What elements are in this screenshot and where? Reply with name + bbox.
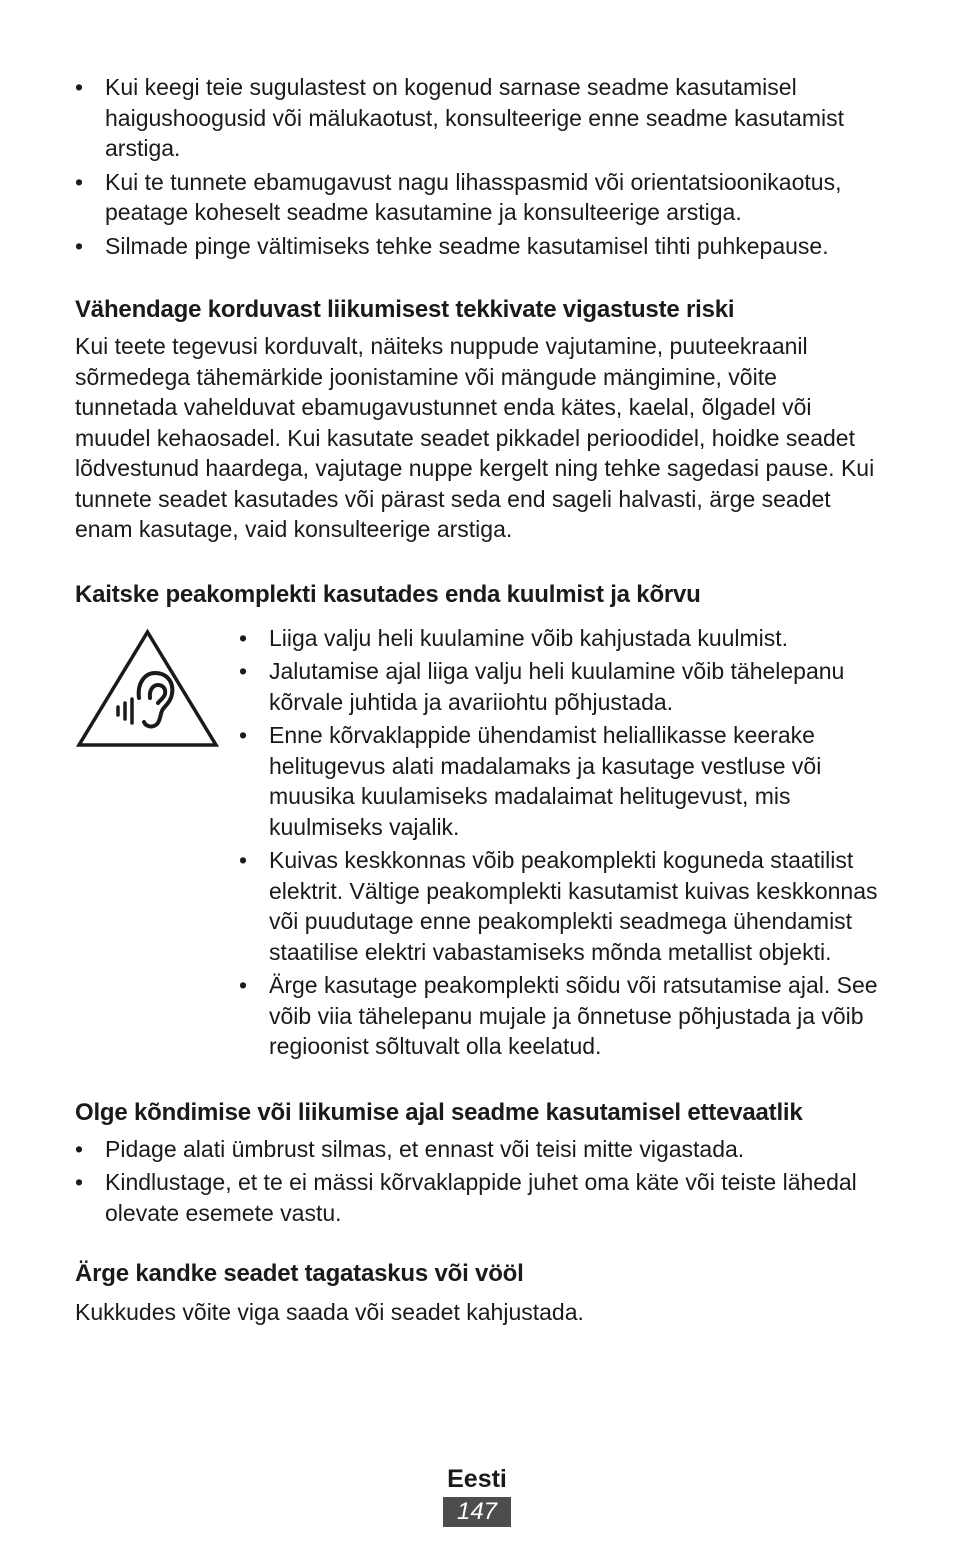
section-body-repetitive-motion: Kui teete tegevusi korduvalt, näiteks nuppude vajutamine, puuteekraanil sõrmedega tähemärkide joonistamine või mängude mängimine, võite tunnetada vahelduvat ebamugavustunnet enda kätes, kaelal, õlgadel või muudel kehaosadel. Kui kasutate seadet pikkadel perioodidel, hoidke seadet lõdvestunud haardega, vajutage nuppe kergelt ning tehke sagedasi pause. Kui tunnete seadet kasutades või pärast seda end sageli halvasti, ärge seadet enam kasutage, vaid konsulteerige arstiga. <box>75 333 875 542</box>
hearing-section-row <box>75 623 885 1065</box>
list-item: • Jalutamise ajal liiga valju heli kuulamine võib tähelepanu kõrvale juhtida ja avariiohtu põhjustada. <box>239 656 885 717</box>
footer-language: Eesti <box>447 1465 507 1493</box>
section-heading-hearing: Kaitske peakomplekti kasutades enda kuulmist ja kõrvu <box>75 580 701 608</box>
list-item: • Kindlustage, et te ei mässi kõrvaklappide juhet oma käte või teiste lähedal olevate esemete vastu. <box>75 1167 885 1228</box>
page-footer <box>0 1462 954 1527</box>
list-item: • Liiga valju heli kuulamine võib kahjustada kuulmist. <box>239 623 885 654</box>
list-item: • Kui te tunnete ebamugavust nagu lihasspasmid või orientatsioonikaotus, peatage koheselt seadme kasutamine ja konsulteerige arstiga. <box>75 167 885 228</box>
list-item: • Kui keegi teie sugulastest on kogenud sarnase seadme kasutamisel haigushoogusid või mälukaotust, konsulteerige enne seadme kasutamist arstiga. <box>75 72 885 164</box>
section-heading-back-pocket: Ärge kandke seadet tagataskus või vööl <box>75 1260 524 1287</box>
section-heading-walking: Olge kõndimise või liikumise ajal seadme kasutamisel ettevaatlik <box>75 1098 803 1126</box>
hearing-list <box>239 623 885 1065</box>
list-item: • Kuivas keskkonnas võib peakomplekti koguneda staatilist elektrit. Vältige peakomplekti kasutamist kuivas keskkonnas või puudutage enne peakomplekti seadmega ühendamist staatilise elektri vabastamiseks mõnda metallist objekti. <box>239 845 885 967</box>
list-item: • Pidage alati ümbrust silmas, et ennast või teisi mitte vigastada. <box>75 1134 885 1165</box>
list-item: • Silmade pinge vältimiseks tehke seadme kasutamisel tihti puhkepause. <box>75 231 885 262</box>
section-heading-repetitive-motion: Vähendage korduvast liikumisest tekkivate vigastuste riski <box>75 296 735 323</box>
page-content <box>75 72 885 1328</box>
list-item: • Ärge kasutage peakomplekti sõidu või ratsutamise ajal. See võib viia tähelepanu mujale ja õnnetuse põhjustada ja võib regioonist sõltuvalt olla keelatud. <box>239 970 885 1062</box>
section-body-back-pocket: Kukkudes võite viga saada või seadet kahjustada. <box>75 1299 584 1325</box>
hearing-warning-icon <box>75 628 220 750</box>
section1-list <box>75 72 885 261</box>
list-item: • Enne kõrvaklappide ühendamist heliallikasse keerake helitugevus alati madalamaks ja kasutage vestluse või muusika kuulamiseks madalaimat helitugevust, mis kuulmiseks vajalik. <box>239 720 885 842</box>
page-number: 147 <box>443 1497 511 1527</box>
walking-list <box>75 1134 885 1229</box>
